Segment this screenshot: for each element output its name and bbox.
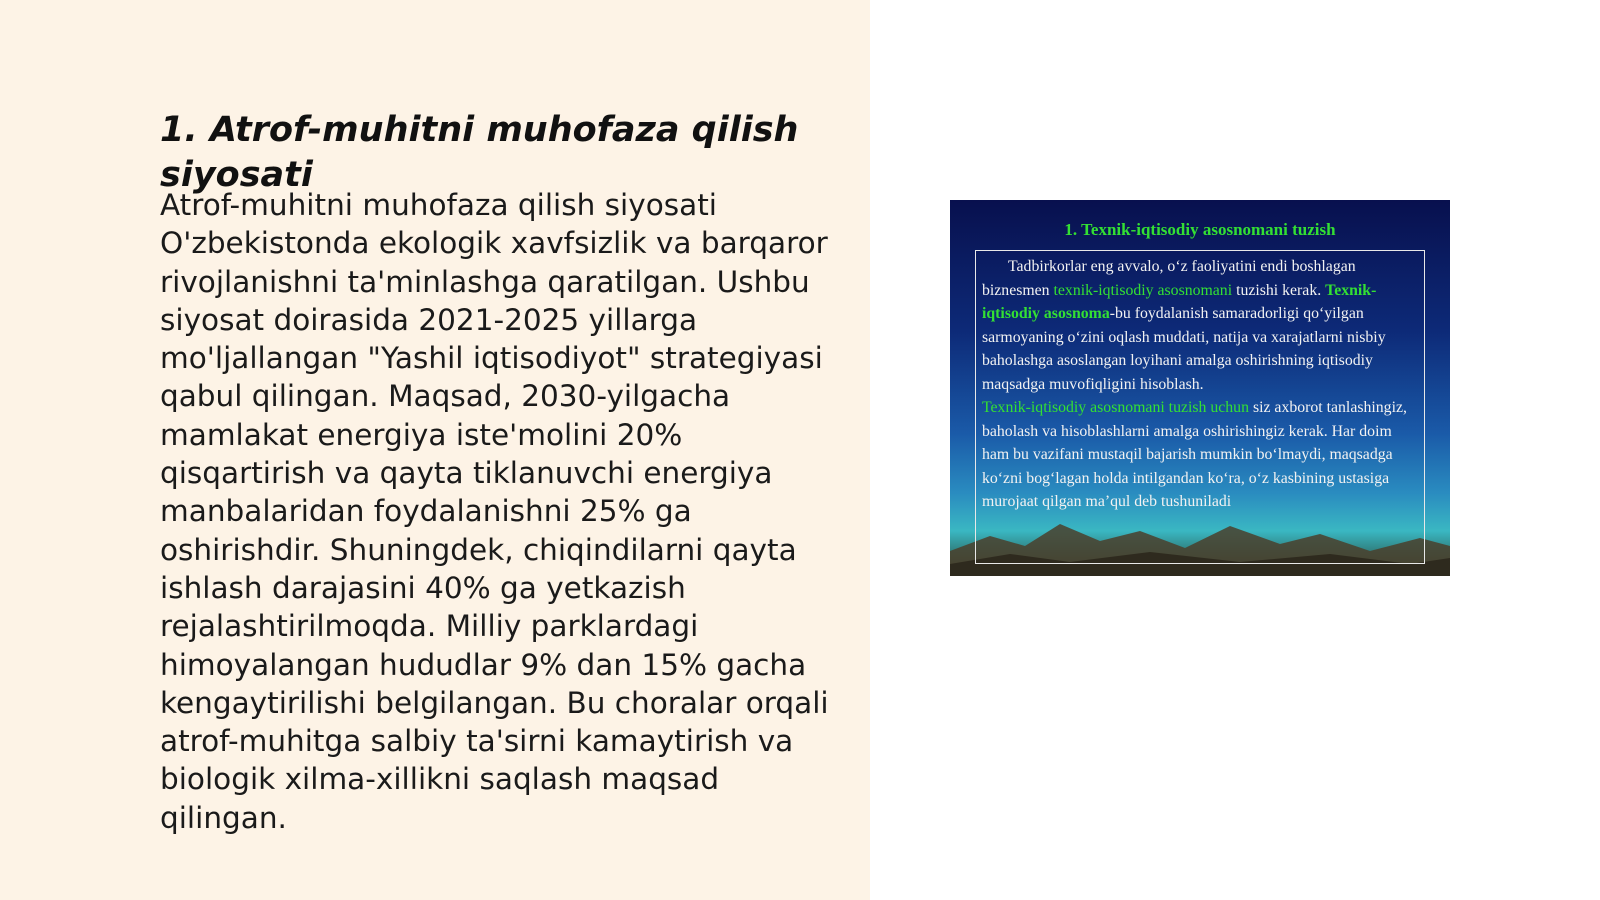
embedded-slide-image: [950, 200, 1450, 576]
slide-heading: 1. Atrof-muhitni muhofaza qilish siyosati: [160, 110, 799, 195]
image-title: 1. Texnik-iqtisodiy asosnomani tuzish: [1064, 220, 1336, 239]
image-p2-green: Texnik-iqtisodiy asosnomani tuzish uchun: [982, 399, 1249, 416]
image-paragraph-1: [982, 255, 1418, 396]
image-text-box: [975, 250, 1425, 564]
image-p1-text-a: Tadbirkorlar eng avvalo, o‘z faoliyatini endi boshlagan biznesmen: [982, 258, 1356, 299]
image-p1-text-c: -bu foydalanish samaradorligi qo‘yilgan sarmoyaning o‘zini oqlash muddati, natija va xarajatlarni nisbiy baholashga asoslangan loyihani amalga oshirishning iqtisodiy maqsadga muvofiqligini hisoblash.: [982, 305, 1386, 393]
image-paragraph-2: [982, 396, 1418, 514]
image-p1-green: texnik-iqtisodiy asosnomani: [1053, 281, 1233, 299]
image-p2-text: siz axborot tanlashingiz, baholash va hisoblashlarni amalga oshirishingiz kerak. Har doim ham bu vazifani mustaqil bajarish mumkin bo‘lmaydi, maqsadga ko‘zni bog‘lagan holda intilgandan ko‘ra, o‘z kasbining ustasiga murojaat qilgan ma’qul deb tushuniladi: [982, 399, 1407, 510]
image-p1-green-bold: Texnik-iqtisodiy asosnoma: [982, 281, 1377, 322]
image-p1-text-b: tuzishi kerak.: [1236, 281, 1322, 299]
slide-body-text: Atrof-muhitni muhofaza qilish siyosati O'zbekistonda ekologik xavfsizlik va barqaror rivojlanishni ta'minlashga qaratilgan. Ushbu siyosat doirasida 2021-2025 yillarga mo'ljallangan "Yashil iqtisodiyot" strategiyasi qabul qilingan. Maqsad, 2030-yilgacha mamlakat energiya iste'molini 20% qisqartirish va qayta tiklanuvchi energiya manbalaridan foydalanishni 25% ga oshirishdir. Shuningdek, chiqindilarni qayta ishlash darajasini 40% ga yetkazish rejalashtirilmoqda. Milliy parklardagi himoyalangan hududlar 9% dan 15% gacha kengaytirilishi belgilangan. Bu choralar orqali atrof-muhitga salbiy ta'sirni kamaytirish va biologik xilma-xillikni saqlash maqsad qilingan.: [160, 188, 829, 835]
